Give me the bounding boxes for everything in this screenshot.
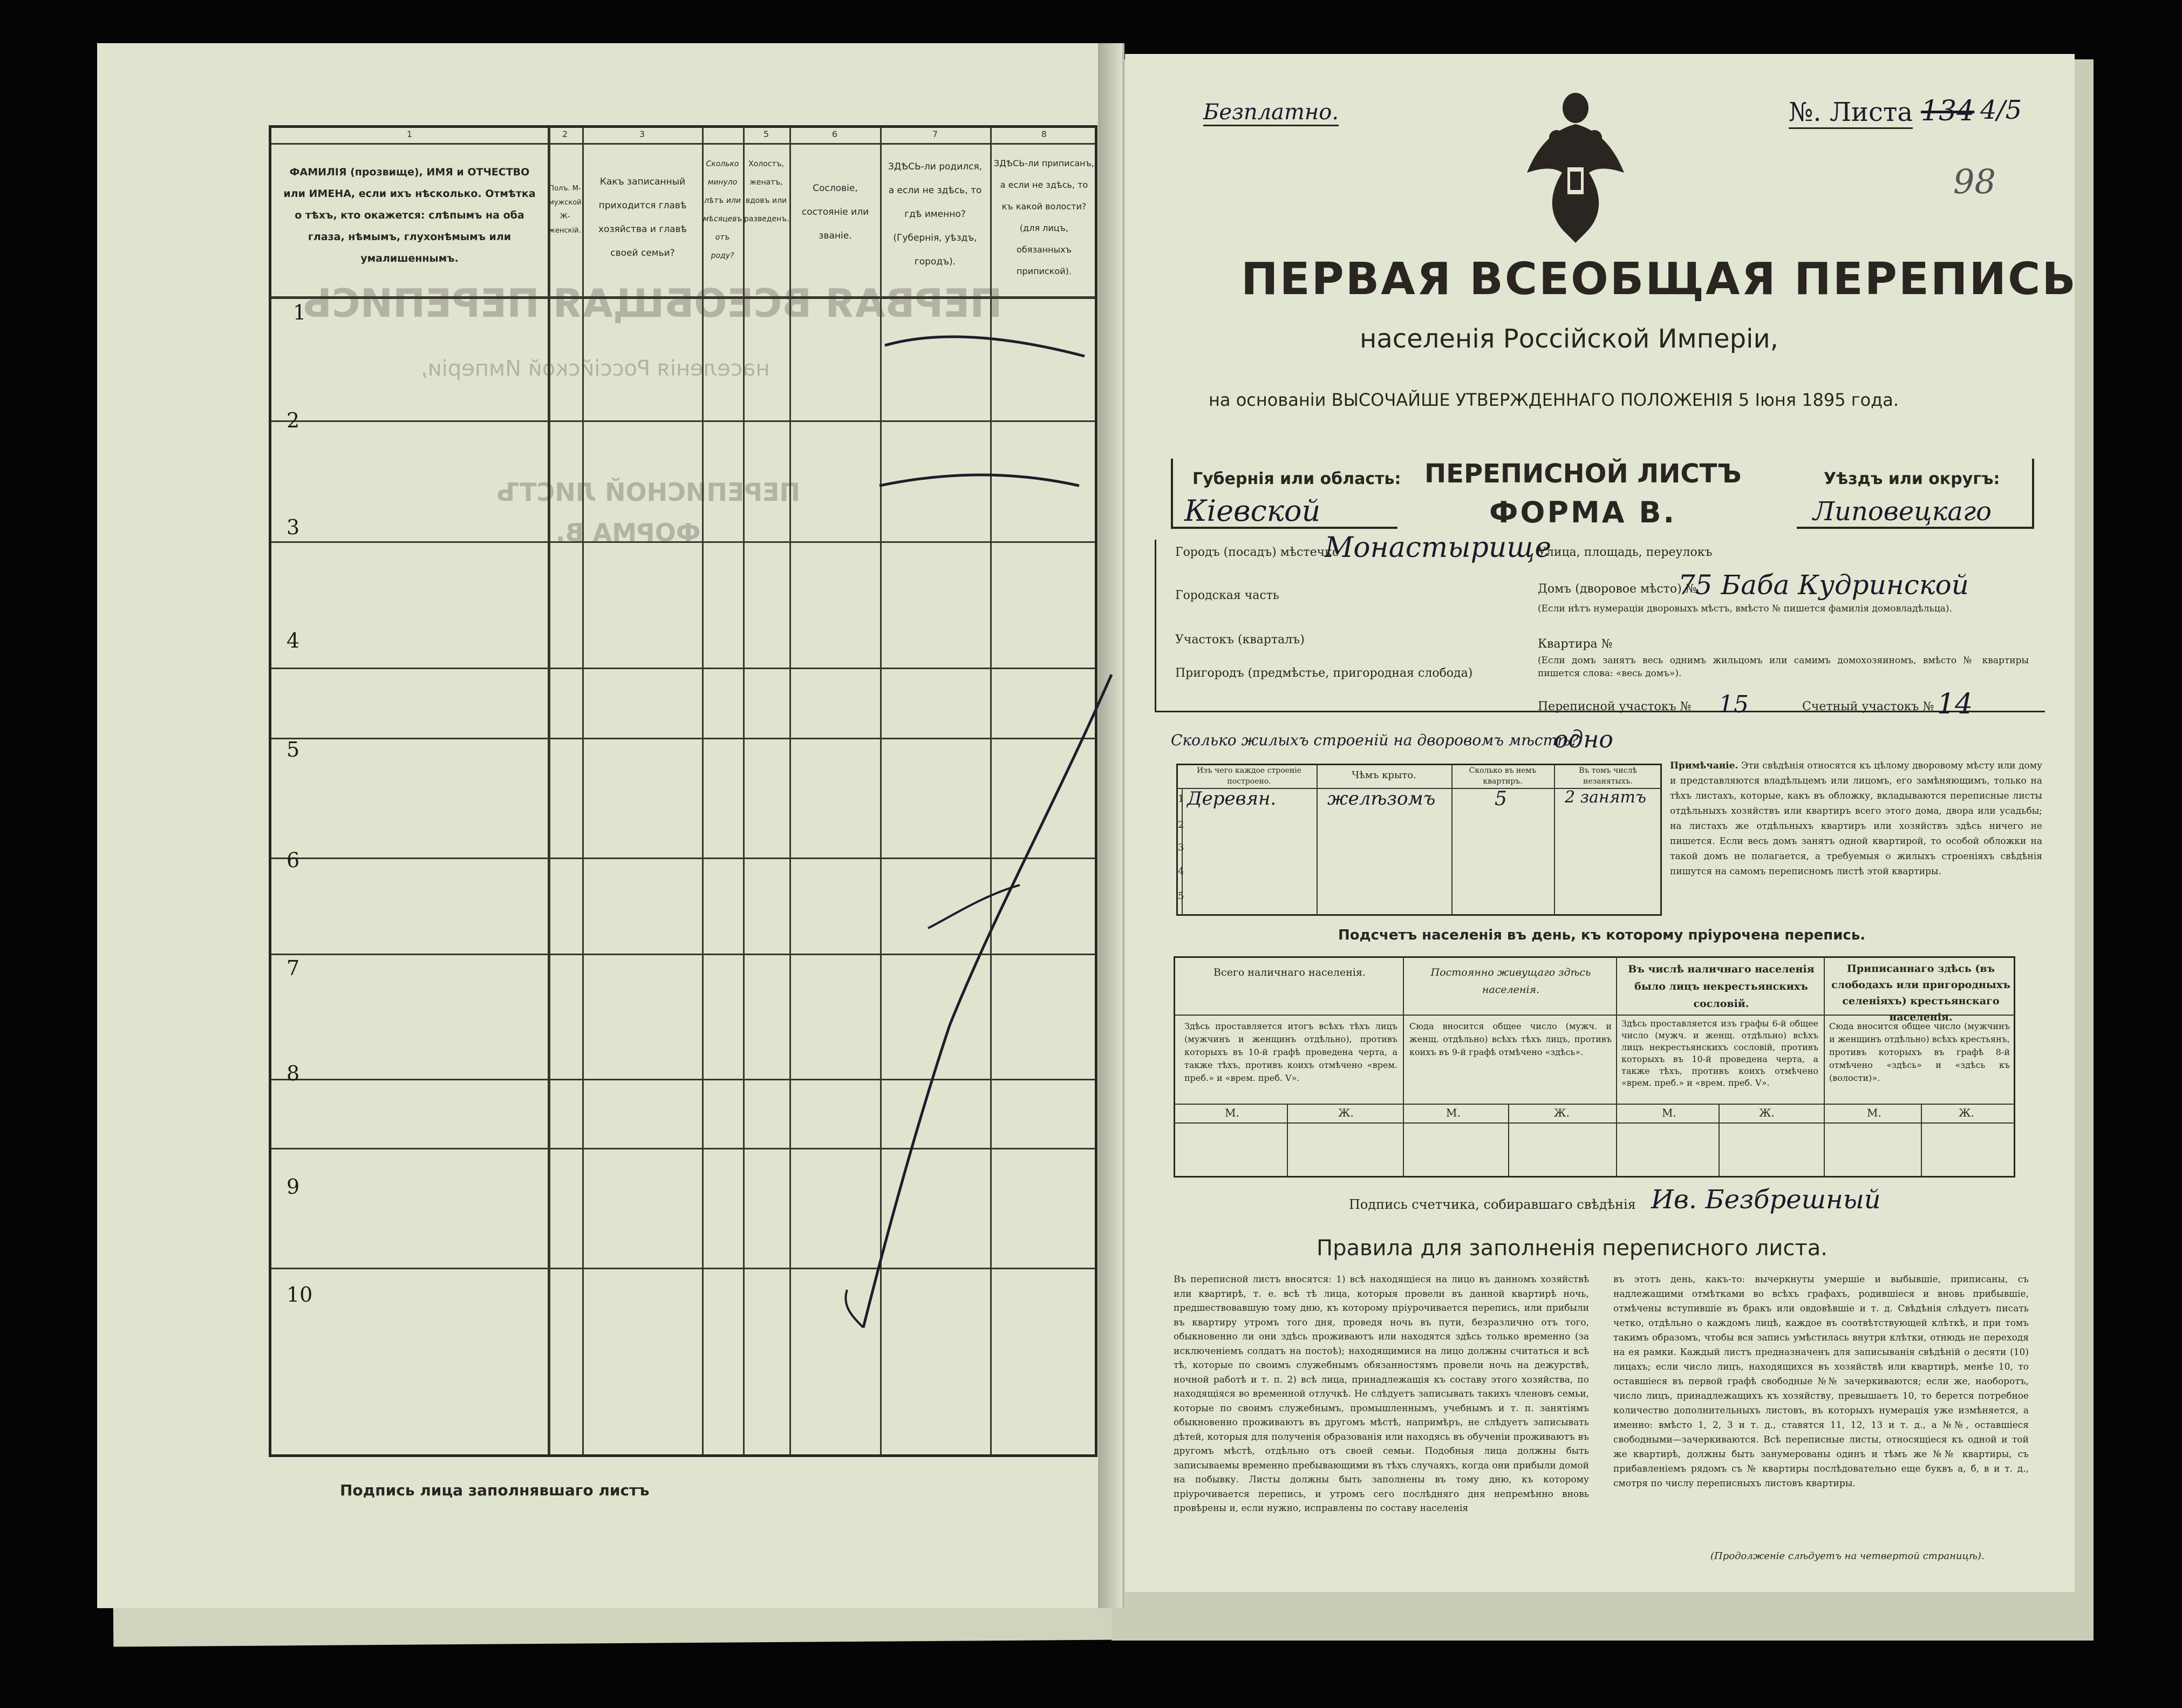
count-district-value: 14: [1937, 688, 1973, 720]
table-rule: [1287, 1104, 1288, 1178]
column-header-estate: Сословіе, состояніе или званіе.: [801, 183, 869, 241]
gubernia-label: Губернія или область:: [1192, 469, 1401, 488]
bleed-through-form-title: ПЕРЕПИСНОЙ ЛИСТЪ: [496, 478, 800, 507]
buildings-material-value: Деревян.: [1187, 788, 1277, 809]
note-text: Эти свѣдѣнія относятся къ цѣлому дворовому мѣсту или дому и представляются владѣльцемъ или лицомъ, его замѣняющимъ, только на тѣхъ листахъ, которые, какъ въ обложку, вкладываются переписные листы отдѣльныхъ хозяйствъ или квартиръ всего этого дома, двора или усадьбы; на листахъ же отдѣльныхъ квартиръ или хозяйствъ здѣсь ничего не пишется. Если весь домъ занятъ одной квартирой, то особой обложки на такой домъ не полагается, а требуемыя о жилыхъ строеніяхъ свѣдѣнія пишутся на самомъ переписномъ листѣ этой квартиры.: [1670, 760, 2042, 877]
rules-title: Правила для заполненія переписного листа.: [1317, 1236, 1828, 1261]
row-number: 3: [287, 515, 300, 539]
city-label: Городъ (посадъ) мѣстечко: [1175, 546, 1340, 559]
double-headed-eagle-icon: [1516, 86, 1635, 248]
table-rule: [1451, 764, 1453, 916]
population-desc-nonpeasant: Здѣсь проставляется изъ графы 6-й общее число (мужч. и женщ. отдѣльно) всѣхъ лицъ некрестьянскихъ сословій, противъ которыхъ въ 10-й проведена черта, а также тѣхъ, противъ коихъ отмѣчено «врем. преб.» и «врем. преб. V».: [1621, 1018, 1818, 1088]
buildings-col-apartments: Сколько въ немъ квартиръ.: [1469, 766, 1537, 786]
table-rule: [1921, 1104, 1922, 1178]
sheet-number-new: 4/5: [1980, 95, 2022, 125]
column-number: 5: [763, 129, 769, 139]
rules-text-left: Въ переписной листъ вносятся: 1) всѣ находящіеся на лицо въ данномъ хозяйствѣ или квартирѣ, т. е. всѣ тѣ лица, которыя провели въ данной квартирѣ ночь, предшествовавшую тому дню, къ которому пріурочивается перепись, или прибыли въ квартиру утромъ того дня, проведя ночь въ пути, безразлично отъ того, обыкновенно ли они здѣсь проживаютъ или находятся здѣсь только временно (за исключеніемъ солдатъ на постоѣ); находящимися на лицо должны считаться и всѣ тѣ, которые по своимъ служебнымъ обязанностямъ провели ночь на дежурствѣ, ночной работѣ и т. п. 2) всѣ лица, принадлежащія къ составу этого хозяйства, по находящіяся во временной отлучкѣ. Не слѣдуетъ записывать такихъ членовъ семьи, которые по своимъ служебнымъ, промышленнымъ, учебнымъ и т. п. занятіямъ обыкновенно проживаютъ въ другомъ мѣстѣ, напримѣръ, не слѣдуетъ записывать дѣтей, которыя для полученія образованія или находясь въ обученіи проживаютъ въ другомъ мѣстѣ, отдѣльно отъ своей семьи. Подобныя лица должны быть записываемы временно пребывающими въ тѣхъ случаяхъ, когда они прибыли домой на побывку. Листы должны быть заполнены въ тому дню, къ которому пріурочивается перепись, и утромъ сего послѣдняго дня непремѣнно вновь провѣрены и, если нужно, исправлены по составу населенія: [1174, 1274, 1589, 1514]
census-district-label: Переписной участокъ №: [1538, 700, 1692, 713]
suburb-label: Пригородъ (предмѣстье, пригородная слобода): [1175, 666, 1473, 680]
buildings-row-number: 2: [1178, 819, 1184, 831]
table-rule: [1719, 1104, 1720, 1178]
column-header-registration: ЗДѢСЬ-ли приписанъ, а если не здѣсь, то къ какой волости? (для лицъ, обязанныхъ припиской).: [993, 158, 1095, 276]
note-title: Примѣчаніе.: [1670, 760, 1738, 771]
population-col-present: Всего наличнаго населенія.: [1213, 967, 1366, 978]
page-title: ПЕРВАЯ ВСЕОБЩАЯ ПЕРЕПИСЬ: [1241, 254, 2077, 305]
bleed-through-subtitle: населенія Россійской Имперіи,: [421, 356, 770, 381]
buildings-col-vacant: Въ томъ числѣ незанятыхъ.: [1579, 766, 1637, 786]
apartment-note: (Если домъ занятъ весь однимъ жильцомъ или самимъ домохозяиномъ, вмѣсто № квартиры пишется слова: «весь домъ»).: [1538, 655, 2029, 679]
population-desc-peasant: Сюда вносится общее число (мужчинъ и женщинъ отдѣльно) всѣхъ крестьянъ, противъ которыхъ въ графѣ 8-й отмѣчено «здѣсь» и «здѣсь къ (волости)».: [1829, 1021, 2010, 1083]
sheet-number-label: №. Листа: [1789, 97, 1913, 127]
row-number: 6: [287, 848, 300, 872]
house-label: Домъ (дворовое мѣсто) №: [1538, 582, 1697, 596]
house-note: (Если нѣтъ нумераціи дворовыхъ мѣстъ, вмѣсто № пишется фамилія домовладѣльца).: [1538, 603, 1952, 614]
male-label: М.: [1446, 1106, 1461, 1119]
column-number: 3: [639, 129, 645, 139]
column-header-name: ФАМИЛІЯ (прозвище), ИМЯ и ОТЧЕСТВО или ИМЕНА, если ихъ нѣсколько. Отмѣтка о тѣхъ, кто окажется: слѣпымъ на оба глаза, нѣмымъ, глухонѣмымъ или умалишеннымъ.: [283, 166, 536, 264]
column-number: 6: [831, 129, 838, 139]
male-label: М.: [1867, 1106, 1881, 1119]
uchastok-label: Участокъ (кварталъ): [1175, 633, 1305, 647]
buildings-row-number: 1: [1178, 793, 1184, 805]
apartment-label: Квартира №: [1538, 637, 1613, 651]
row-number: 7: [287, 956, 300, 980]
row-number: 1: [293, 301, 306, 324]
buildings-value: одно: [1554, 726, 1613, 753]
census-district-value: 15: [1719, 691, 1749, 718]
buildings-question: Сколько жилыхъ строеній на дворовомъ мѣстѣ?: [1171, 731, 1579, 749]
uezd-value: Липовецкаго: [1813, 496, 1992, 527]
table-rule: [1508, 1104, 1509, 1178]
column-number: 7: [932, 129, 938, 139]
house-value: 75 Баба Кудринской: [1678, 569, 1969, 601]
filler-signature-label: Подпись лица заполнявшаго листъ: [340, 1481, 650, 1499]
continued-note: (Продолженіе слѣдуетъ на четвертой страницѣ).: [1710, 1550, 1985, 1562]
table-rule: [1554, 764, 1555, 916]
buildings-apartments-value: 5: [1495, 788, 1507, 810]
column-header-sex: Полъ. М-мужской. Ж-женскій.: [549, 185, 584, 235]
enumerator-signature-label: Подпись счетчика, собиравшаго свѣдѣнія: [1349, 1197, 1636, 1212]
city-value: Монастырище: [1325, 532, 1552, 564]
city-part-label: Городская часть: [1175, 589, 1279, 602]
uezd-label: Уѣздъ или округъ:: [1824, 469, 2000, 488]
table-rule: [1174, 1122, 2015, 1124]
column-header-relation: Какъ записанный приходится главѣ хозяйства и главѣ своей семьи?: [598, 176, 687, 258]
column-number: 1: [406, 129, 413, 139]
buildings-row-number: 5: [1178, 890, 1184, 902]
population-desc-present: Здѣсь проставляется итогъ всѣхъ тѣхъ лицъ (мужчинъ и женщинъ отдѣльно), противъ которыхъ въ 10-й графѣ проведена черта, а также тѣхъ, противъ коихъ отмѣчено «врем. преб.» и «врем. преб. V».: [1184, 1021, 1397, 1083]
count-district-label: Счетный участокъ №: [1802, 700, 1934, 713]
sheet-stamp-number: 98: [1953, 162, 1996, 201]
column-number: 8: [1041, 129, 1047, 139]
enumerator-signature: Ив. Безбрешный: [1651, 1185, 1881, 1215]
column-header-birthplace: ЗДѢСЬ-ли родился, а если не здѣсь, то гдѣ именно? (Губернія, уѣздъ, городъ).: [888, 161, 983, 267]
page-subtitle: населенія Россійской Имперіи,: [1360, 324, 1778, 354]
male-label: М.: [1662, 1106, 1676, 1119]
female-label: Ж.: [1554, 1106, 1570, 1119]
row-number: 8: [287, 1061, 300, 1085]
gubernia-value: Кіевской: [1184, 494, 1321, 528]
buildings-row-number: 4: [1178, 866, 1184, 877]
female-label: Ж.: [1338, 1106, 1354, 1119]
form-letter: ФОРМА В.: [1489, 495, 1677, 529]
table-rule: [1403, 956, 1404, 1178]
bleed-through-form-sub: ФОРМА В.: [556, 518, 701, 547]
population-col-peasant: Приписаннаго здѣсь (въ слободахъ или пригородныхъ селеніяхъ) крестьянскаго населенія.: [1831, 963, 2010, 1023]
street-label: Улица, площадь, переулокъ: [1538, 546, 1713, 559]
row-number: 2: [287, 409, 300, 432]
column-header-marital: Холостъ, женатъ, вдовъ или разведенъ.: [744, 160, 789, 223]
buildings-col-material: Изъ чего каждое строеніе построено.: [1196, 766, 1302, 786]
buildings-col-roof: Чѣмъ крыто.: [1352, 770, 1416, 781]
table-rule: [1824, 956, 1825, 1178]
male-label: М.: [1225, 1106, 1239, 1119]
table-rule: [1616, 956, 1617, 1178]
row-number: 10: [287, 1283, 313, 1306]
table-rule: [1317, 764, 1318, 916]
column-number: 2: [562, 129, 568, 139]
buildings-note: [1670, 758, 2042, 879]
buildings-row-number: 3: [1178, 842, 1184, 853]
sheet-number-struck: 134: [1921, 95, 1975, 127]
bleed-through-title: ПЕРВАЯ ВСЕОБЩАЯ ПЕРЕПИСЬ: [302, 281, 1003, 326]
table-rule: [1174, 1104, 2015, 1105]
row-number: 9: [287, 1175, 300, 1199]
female-label: Ж.: [1959, 1106, 1974, 1119]
rules-text-right: въ этотъ день, какъ-то: вычеркнуты умершіе и выбывшіе, приписаны, съ надлежащими отмѣтками во всѣхъ графахъ, родившіеся и вновь прибывшіе, отмѣчены вступившіе въ бракъ или овдовѣвшіе и т. д. Свѣдѣнія слѣдуетъ писать четко, отдѣльно о каждомъ лицѣ, каждое въ соотвѣтствующей клѣткѣ, и при томъ такимъ образомъ, чтобы вся запись умѣстилась внутри клѣтки, отнюдь не переходя на ея рамки. Каждый листъ предназначенъ для записыванія свѣдѣній о десяти (10) лицахъ; если число лицъ, находящихся въ хозяйствѣ или квартирѣ, менѣе 10, то оставшіеся въ первой графѣ свободные №№ зачеркиваются; если же, наоборотъ, число лицъ, принадлежащихъ къ хозяйству, превышаетъ 10, то берется потребное количество дополнительныхъ листовъ, въ которыхъ нумерація уже измѣняется, а именно: вмѣсто 1, 2, 3 и т. д., ставятся 11, 12, 13 и т. д., а №№, оставшіеся свободными—зачеркиваются. Всѣ переписные листы, относящіеся къ одной и той же квартирѣ, должны быть занумерованы одинъ и тѣмъ же №№ квартиры, съ прибавленіемъ рядомъ съ № квартиры послѣдовательно еще буквъ а, б, в и т. д., смотря по числу переписныхъ листовъ квартиры.: [1613, 1274, 2029, 1489]
buildings-vacant-value: 2 занятъ: [1565, 788, 1646, 807]
row-number: 4: [287, 629, 300, 652]
population-count-title: Подсчетъ населенія въ день, къ которому пріурочена перепись.: [1338, 927, 1866, 943]
form-title: ПЕРЕПИСНОЙ ЛИСТЪ: [1424, 459, 1742, 489]
row-number: 5: [287, 738, 300, 761]
legal-basis: на основаніи ВЫСОЧАЙШЕ УТВЕРЖДЕННАГО ПОЛОЖЕНІЯ 5 Іюня 1895 года.: [1209, 390, 1899, 410]
female-label: Ж.: [1759, 1106, 1775, 1119]
population-col-resident: Постоянно живущаго здѣсь населенія.: [1430, 967, 1591, 996]
population-col-nonpeasant: Въ числѣ наличнаго населенія было лицъ некрестьянскихъ сословій.: [1628, 963, 1815, 1010]
address-block: [1155, 540, 2045, 712]
population-desc-resident: Сюда вносится общее число (мужч. и женщ. отдѣльно) всѣхъ тѣхъ лицъ, противъ коихъ въ 9-й графѣ отмѣчено «здѣсь».: [1409, 1021, 1612, 1057]
free-label: Безплатно.: [1203, 100, 1339, 125]
column-header-age: Сколько минуло лѣтъ или мѣсяцевъ отъ роду?: [703, 160, 742, 260]
buildings-roof-value: желѣзомъ: [1327, 788, 1436, 809]
